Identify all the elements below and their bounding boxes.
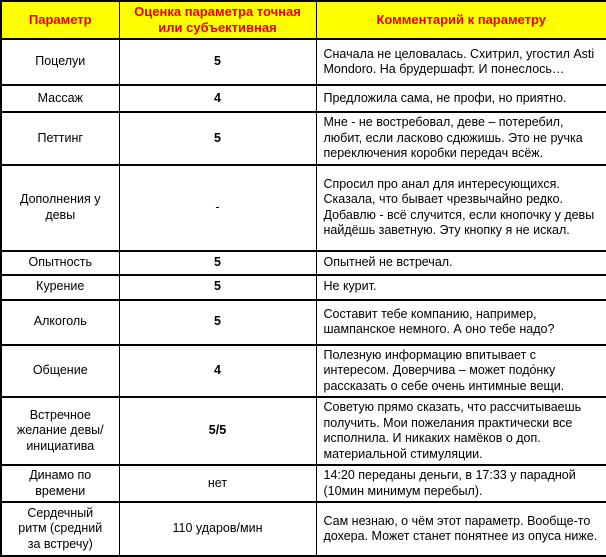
table-row (1, 397, 606, 465)
table-row (1, 465, 606, 502)
comment-cell: Не курит. (316, 275, 606, 300)
comment-cell: Советую прямо сказать, что рассчитываешь получить. Мои пожелания практически все исполнила. И никаких намёков о доп. материальной стимуляции. (316, 397, 606, 465)
comment-cell: Мне - не востребовал, деве – потеребил, любит, если ласково сдюжишь. Это не ручка переключения коробки передач всёж. (316, 112, 606, 165)
comment-cell: 14:20 переданы деньги, в 17:33 у парадной (10мин минимум перебыл). (316, 465, 606, 502)
param-cell: Массаж (1, 85, 119, 112)
comment-cell: Спросил про анал для интересующихся. Сказала, что бывает чрезвычайно редко. Добавлю - всё случится, если кнопочку у девы найдёшь заветную. Эту кнопку я не искал. (316, 165, 606, 251)
param-cell: Общение (1, 345, 119, 398)
param-cell: Сердечный ритм (средний за встречу) (1, 502, 119, 556)
score-cell: 5 (119, 39, 316, 85)
param-cell: Встречное желание девы/ инициатива (1, 397, 119, 465)
table-row (1, 345, 606, 398)
table-row (1, 275, 606, 300)
score-cell: 5 (119, 251, 316, 275)
comment-cell: Сам незнаю, о чём этот параметр. Вообще-то дохера. Может станет понятнее из опуса ниже. (316, 502, 606, 556)
param-cell: Динамо по времени (1, 465, 119, 502)
score-cell: 110 ударов/мин (119, 502, 316, 556)
table-row (1, 165, 606, 251)
table-row (1, 39, 606, 85)
param-cell: Опытность (1, 251, 119, 275)
score-cell: 4 (119, 345, 316, 398)
score-cell: 5 (119, 300, 316, 345)
column-header-param: Параметр (1, 1, 119, 39)
comment-cell: Полезную информацию впитывает с интересом. Доверчива – может подо́нку рассказать о себе очень интимные вещи. (316, 345, 606, 398)
comment-cell: Предложила сама, не профи, но приятно. (316, 85, 606, 112)
param-cell: Курение (1, 275, 119, 300)
table-row (1, 300, 606, 345)
table-header (1, 1, 606, 39)
column-header-score: Оценка параметра точная или субъективная (119, 1, 316, 39)
score-cell: 4 (119, 85, 316, 112)
comment-cell: Опытней не встречал. (316, 251, 606, 275)
score-cell: 5/5 (119, 397, 316, 465)
table-row (1, 112, 606, 165)
score-cell: нет (119, 465, 316, 502)
param-cell: Поцелуи (1, 39, 119, 85)
table-row (1, 251, 606, 275)
table-row (1, 502, 606, 556)
score-cell: 5 (119, 112, 316, 165)
comment-cell: Составит тебе компанию, например, шампанское немного. А оно тебе надо? (316, 300, 606, 345)
table-body (1, 39, 606, 556)
param-cell: Алкоголь (1, 300, 119, 345)
score-cell: 5 (119, 275, 316, 300)
param-cell: Дополнения у девы (1, 165, 119, 251)
header-row (1, 1, 606, 39)
column-header-comment: Комментарий к параметру (316, 1, 606, 39)
param-cell: Петтинг (1, 112, 119, 165)
comment-cell: Сначала не целовалась. Схитрил, угостил Asti Mondoro. На брудершафт. И понеслось… (316, 39, 606, 85)
table-row (1, 85, 606, 112)
score-cell: - (119, 165, 316, 251)
